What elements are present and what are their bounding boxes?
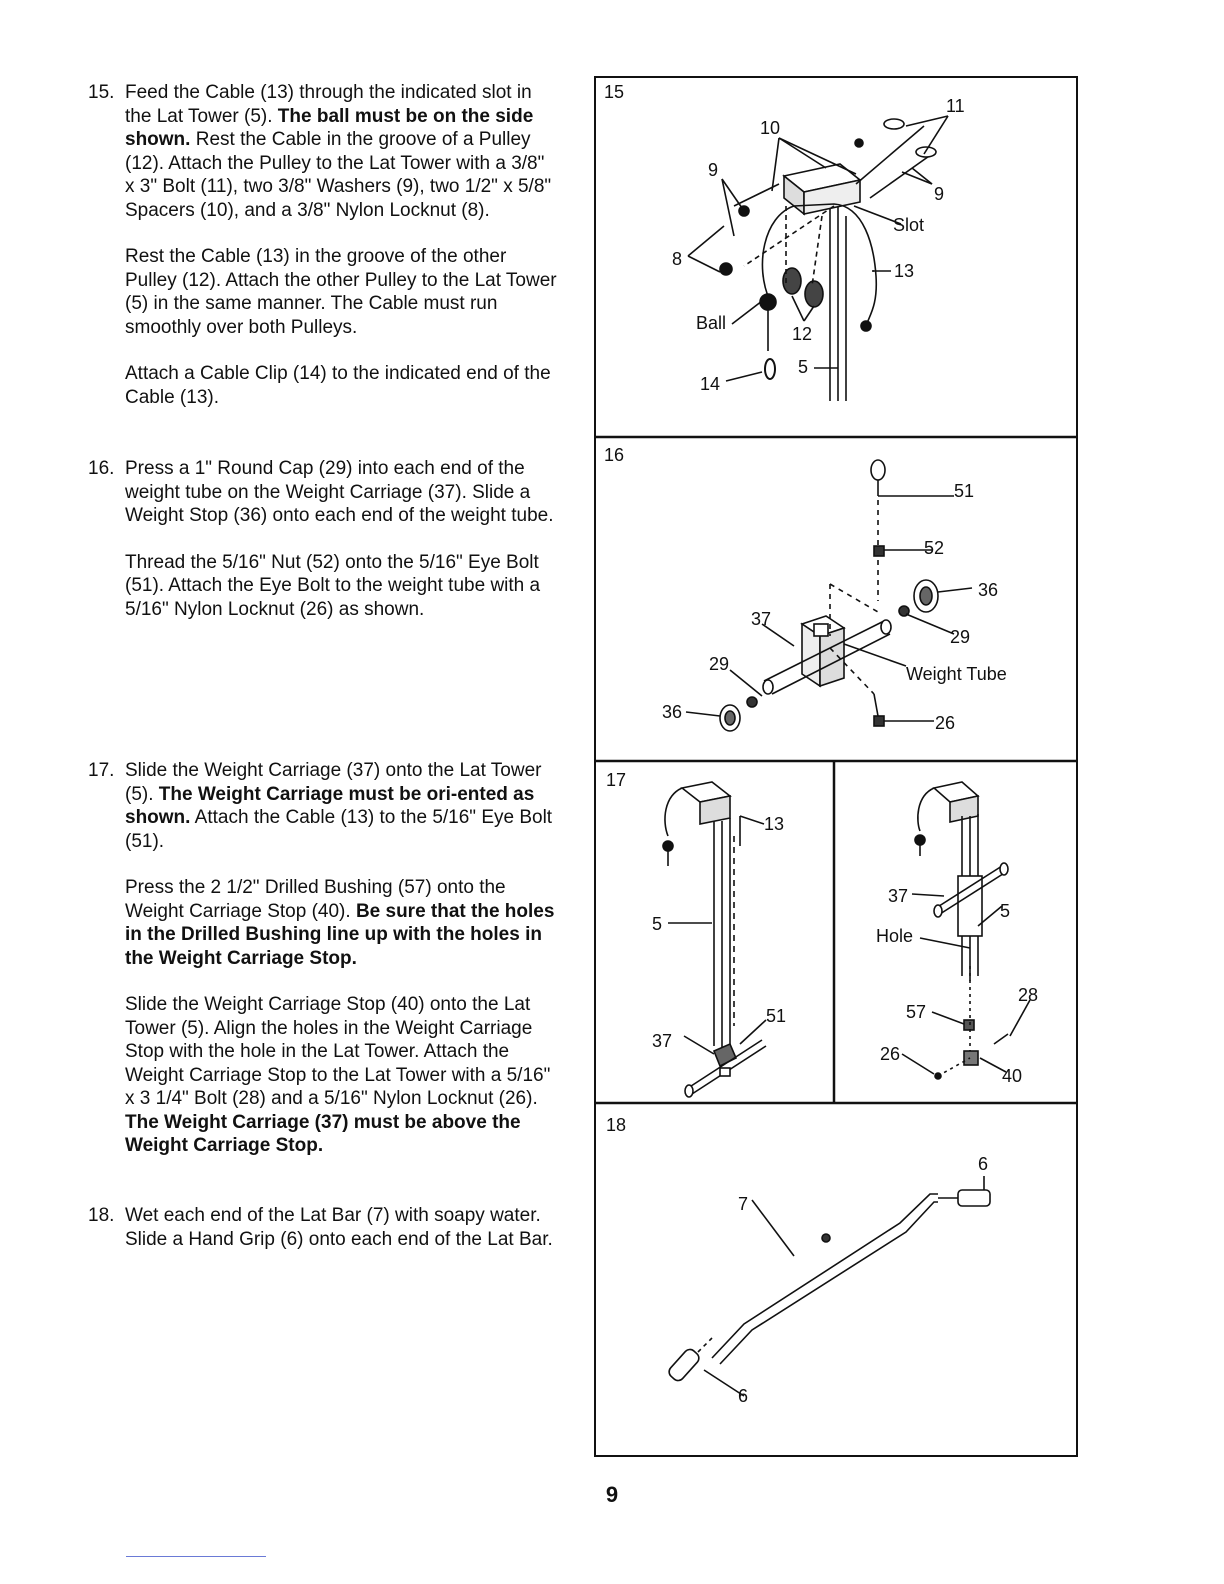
- figures-illustration: [594, 76, 1078, 1457]
- part-label: 10: [760, 118, 781, 138]
- figure-17-right: [902, 782, 1030, 1079]
- part-label: 37: [652, 1031, 673, 1051]
- emphasis: The Weight Carriage (37) must be above the Weight Carriage Stop.: [125, 1111, 521, 1156]
- part-label: 52: [924, 538, 945, 558]
- part-label: 6: [978, 1154, 989, 1174]
- part-label: 29: [709, 654, 730, 674]
- part-label: 9: [708, 160, 719, 180]
- step-paragraph: Rest the Cable (13) in the groove of the other Pulley (12). Attach the other Pulley to the Lat Tower (5) in the same manner. The Cable must run smoothly over both Pulleys.: [125, 246, 557, 338]
- step-number: 16.: [88, 458, 115, 479]
- part-label: Slot: [893, 215, 925, 235]
- step-paragraph: Feed the Cable (13) through the indicated slot in the Lat Tower (5). The ball must be on the side shown. Rest the Cable in the groove of a Pulley (12). Attach the Pulley to the Lat Tower with a 3/8" x 3" Bolt (11), two 3/8" Washers (9), two 1/2" x 5/8" Spacers (10), and a 3/8" Nylon Locknut (8).: [125, 82, 552, 221]
- part-label: Weight Tube: [906, 664, 1007, 684]
- figure-17-right-labels: [876, 886, 1038, 1086]
- part-label: 26: [880, 1044, 901, 1064]
- figure-15: [688, 116, 948, 401]
- part-label: 5: [798, 357, 809, 377]
- step-paragraph: Slide the Weight Carriage (37) onto the Lat Tower (5). The Weight Carriage must be ori-ented as shown. Attach the Cable (13) to the 5/16" Eye Bolt (51).: [125, 760, 553, 852]
- step-number: 18.: [88, 1205, 115, 1226]
- step-paragraph: Slide the Weight Carriage Stop (40) onto the Lat Tower (5). Align the holes in the Weight Carriage Stop with the hole in the Lat Tower. Attach the Weight Carriage Stop to the Lat Tower with a 5/16" x 3 1/4" Bolt (28) and a 5/16" Nylon Locknut (26). The Weight Carriage (37) must be above the Weight Carriage Stop.: [125, 994, 551, 1156]
- step-paragraph: Press a 1" Round Cap (29) into each end of the weight tube on the Weight Carriage (37). Slide a Weight Stop (36) onto each end of the weight tube.: [125, 458, 554, 526]
- figure-18-labels: [606, 1115, 988, 1406]
- part-label: 29: [950, 627, 971, 647]
- page-number: 9: [605, 1482, 619, 1507]
- step-16: [88, 457, 558, 621]
- step-paragraph: Attach a Cable Clip (14) to the indicated end of the Cable (13).: [125, 363, 551, 408]
- figure-15-labels: [604, 82, 965, 394]
- step-17: [88, 759, 558, 1158]
- part-label: 36: [978, 580, 999, 600]
- figure-number: 16: [604, 445, 625, 465]
- part-label: 26: [935, 713, 956, 733]
- emphasis: The ball must be on the side shown.: [125, 105, 534, 150]
- part-label: 9: [934, 184, 945, 204]
- part-label: 11: [946, 96, 965, 116]
- figure-16-labels: [604, 445, 1007, 733]
- part-label: 6: [738, 1386, 749, 1406]
- figure-number: 15: [604, 82, 625, 102]
- step-number: 17.: [88, 760, 115, 781]
- part-label: 40: [1002, 1066, 1023, 1086]
- step-paragraph: Press the 2 1/2" Drilled Bushing (57) onto the Weight Carriage Stop (40). Be sure that the holes in the Drilled Bushing line up with the holes in the Weight Carriage Stop.: [125, 877, 555, 969]
- part-label: 37: [888, 886, 909, 906]
- part-label: 37: [751, 609, 772, 629]
- part-label: 7: [738, 1194, 749, 1214]
- part-label: Ball: [696, 313, 727, 333]
- figure-number: 18: [606, 1115, 627, 1135]
- figure-17-left-labels: [606, 770, 786, 1051]
- emphasis: The Weight Carriage must be ori-ented as shown.: [125, 783, 535, 828]
- figure-17-left: [663, 782, 766, 1097]
- part-label: 8: [672, 249, 683, 269]
- part-label: 12: [792, 324, 813, 344]
- part-label: Hole: [876, 926, 914, 946]
- step-18: [88, 1204, 558, 1251]
- part-label: 13: [764, 814, 785, 834]
- figure-16: [686, 460, 975, 731]
- part-label: 51: [766, 1006, 787, 1026]
- part-label: 57: [906, 1002, 927, 1022]
- part-label: 14: [700, 374, 721, 394]
- part-label: 5: [1000, 901, 1011, 921]
- part-label: 5: [652, 914, 663, 934]
- step-15: [88, 81, 558, 409]
- emphasis: Be sure that the holes in the Drilled Bushing line up with the holes in the Weight Carriage Stop.: [125, 900, 555, 969]
- part-label: 13: [894, 261, 915, 281]
- part-label: 51: [954, 481, 975, 501]
- step-paragraph: Wet each end of the Lat Bar (7) with soapy water. Slide a Hand Grip (6) onto each end of the Lat Bar.: [125, 1205, 553, 1250]
- figure-number: 17: [606, 770, 627, 790]
- figure-18: [667, 1176, 990, 1396]
- part-label: 28: [1018, 985, 1039, 1005]
- footer-rule: [126, 1556, 266, 1557]
- part-label: 36: [662, 702, 683, 722]
- step-paragraph: Thread the 5/16" Nut (52) onto the 5/16" Eye Bolt (51). Attach the Eye Bolt to the weight tube with a 5/16" Nylon Locknut (26) as shown.: [125, 551, 541, 620]
- step-number: 15.: [88, 82, 115, 103]
